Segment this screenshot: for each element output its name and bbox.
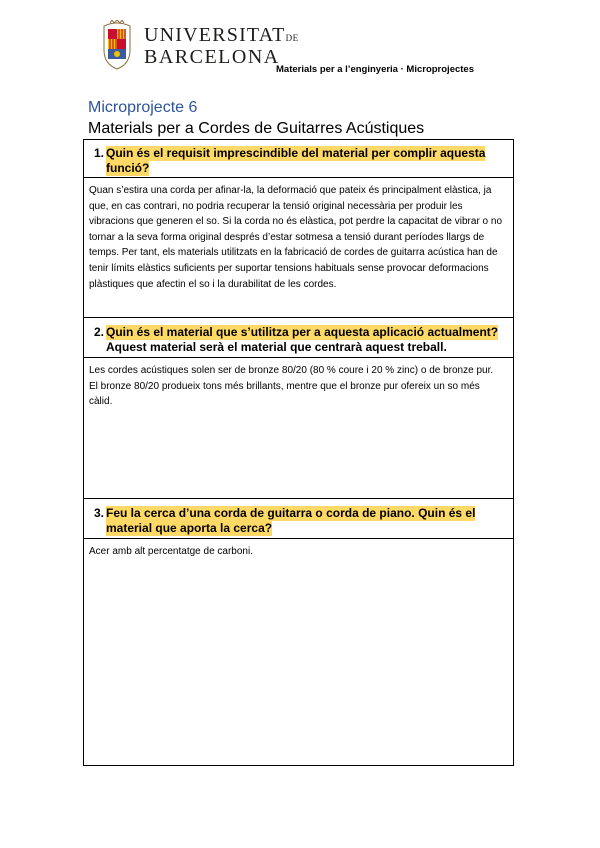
question-row-3 — [84, 499, 513, 539]
question-number: 1. — [94, 146, 105, 160]
answer-text: Acer amb alt percentatge de carboni. — [89, 546, 253, 557]
document-header — [100, 20, 520, 80]
question-number: 2. — [94, 325, 105, 339]
university-name-de: DE — [285, 33, 299, 43]
university-name-line2: BARCELONA — [144, 46, 280, 68]
question-text-line2: funció? — [106, 161, 150, 175]
university-seal-logo — [100, 20, 134, 70]
question-text-line1: Feu la cerca d’una corda de guitarra o corda de piano. Quin és el — [106, 506, 476, 520]
project-number: Microprojecte 6 — [88, 99, 198, 116]
question-text-line2: material que aporta la cerca? — [106, 521, 273, 535]
questions-table — [83, 139, 514, 766]
question-text-line1: Quin és el requisit imprescindible del material per complir aquesta — [106, 146, 486, 160]
answer-row-3 — [84, 539, 513, 765]
course-title: Materials per a l’enginyeria · Microprojectes — [276, 64, 474, 75]
answer-row-1 — [84, 178, 513, 318]
answer-text: Quan s’estira una corda per afinar-la, la deformació que pateix és principalment elàstica, ja que, en cas contrari, no podria recuperar la tensió original necessària per produir les vibracions que generen el so. Si la corda no és elàstica, pot perdre la capacitat de vibrar o no tornar a la seva forma original després d’estar sotmesa a tensió durant períodes llargs de temps. Per tant, els materials utilitzats en la fabricació de cordes de guitarra acústica han de tenir límits elàstics suficients per suportar tensions habituals sense provocar deformacions plàstiques que afectin el so i la durabilitat de les cordes. — [89, 185, 503, 290]
question-text-line1: Quin és el material que s’utilitza per a aquesta aplicació actualment? — [106, 325, 499, 339]
answer-text: Les cordes acústiques solen ser de bronze 80/20 (80 % coure i 20 % zinc) o de bronze pur. El bronze 80/20 produeix tons més brillants, mentre que el bronze pur ofereix un so més càlid. — [89, 365, 494, 408]
page-title: Materials per a Cordes de Guitarres Acústiques — [88, 120, 425, 137]
question-number: 3. — [94, 506, 105, 520]
question-row-2 — [84, 318, 513, 358]
answer-row-2 — [84, 358, 513, 499]
university-name-line1: UNIVERSITATDE — [144, 24, 299, 46]
question-text-line2: Aquest material serà el material que centrarà aquest treball. — [106, 340, 447, 354]
question-row-1 — [84, 140, 513, 178]
